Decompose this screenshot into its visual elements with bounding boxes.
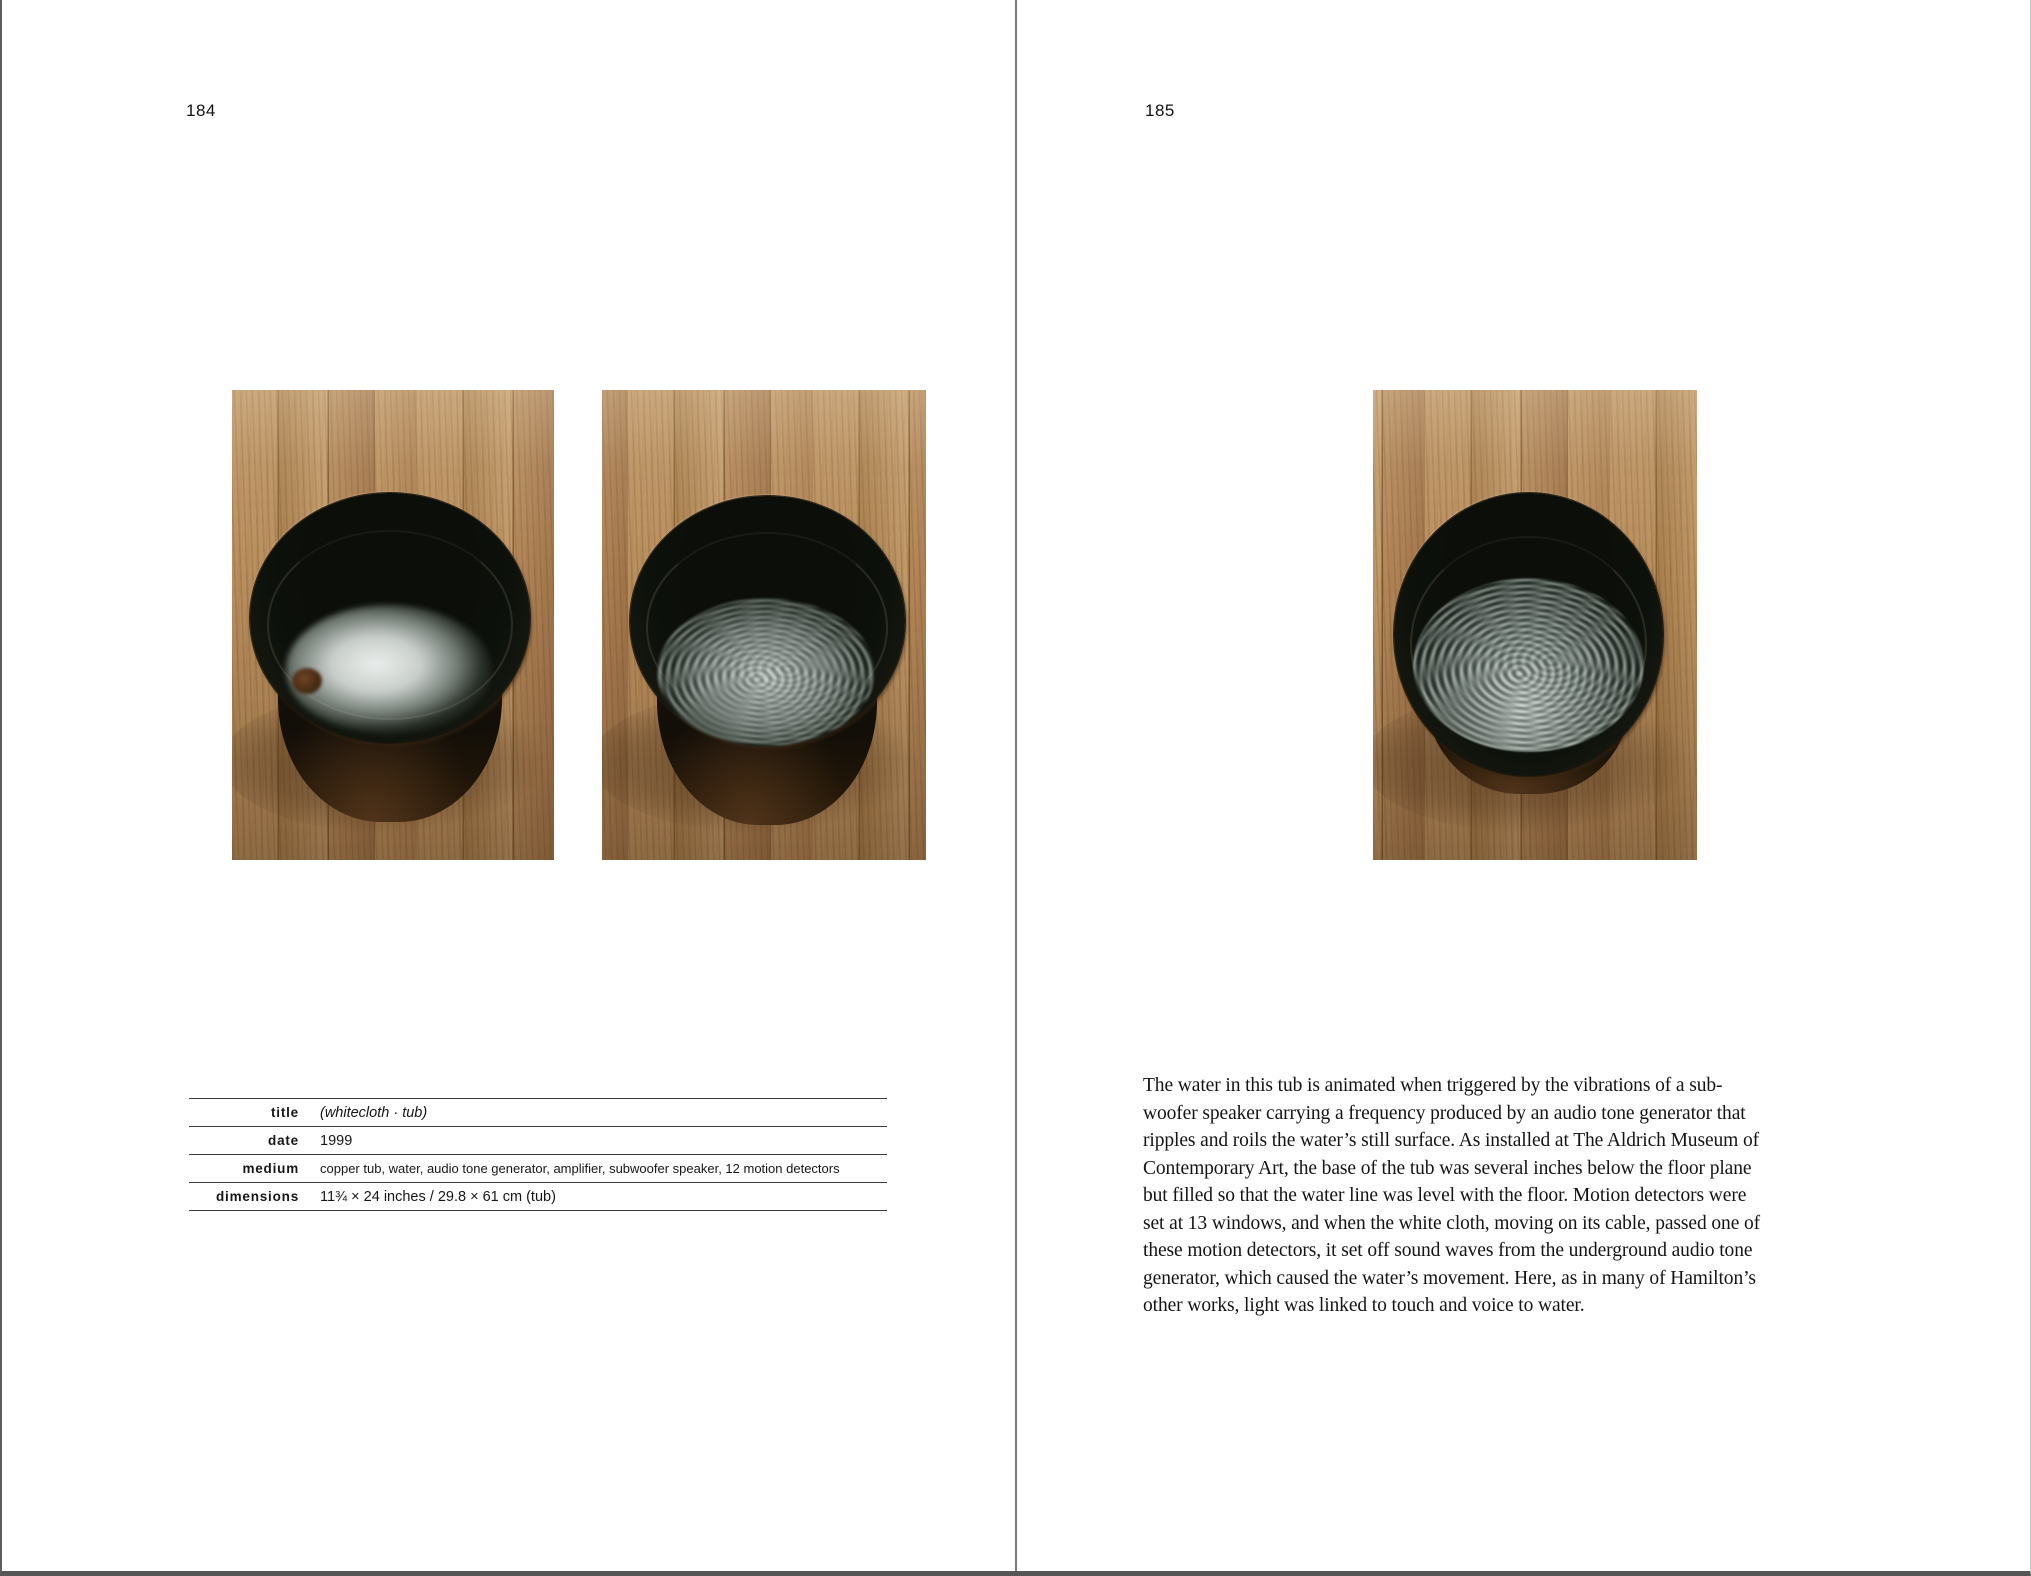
description-line: ripples and roils the water’s still surface. As installed at The Aldrich Museum of [1143,1130,1760,1151]
description-line: Contemporary Art, the base of the tub was several inches below the floor plane [1143,1157,1752,1179]
meta-row-title [189,1098,887,1126]
meta-label: dimensions [215,1189,299,1204]
copper-tub [630,496,905,825]
agitated-water-surface [1413,578,1644,752]
page-right [1017,0,2031,1571]
page-number-right: 185 [1145,101,1175,120]
meta-row-dimensions [189,1182,887,1210]
copper-tub [1394,493,1663,794]
description-line: generator, which caused the water’s movement. Here, as in many of Hamilton’s [1143,1267,1756,1289]
description-line: The water in this tub is animated when triggered by the vibrations of a sub- [1143,1075,1723,1096]
copper-tub [250,493,530,822]
artwork-description [1143,1072,1903,1320]
water-debris-spot [292,668,322,694]
meta-label: medium [242,1161,299,1176]
artwork-photo-rippling-water [602,390,926,860]
page-number-left: 184 [186,101,216,120]
page-left [2,0,1015,1571]
meta-value: copper tub, water, audio tone generator, amplifier, subwoofer speaker, 12 motion detectors [320,1161,840,1176]
artwork-photo-agitated-water [1373,390,1697,860]
still-water-surface [286,605,490,733]
description-line: woofer speaker carrying a frequency produced by an audio tone generator that [1143,1102,1746,1124]
meta-label: title [270,1105,299,1120]
description-line: set at 13 windows, and when the white cloth, moving on its cable, passed one of [1143,1212,1761,1234]
meta-label: date [268,1133,299,1148]
description-line: other works, light was linked to touch and voice to water. [1143,1295,1585,1316]
meta-value: 11¾ × 24 inches / 29.8 × 61 cm (tub) [320,1188,556,1205]
description-line: these motion detectors, it set off sound waves from the underground audio tone [1143,1240,1753,1261]
meta-value: (whitecloth · tub) [320,1104,428,1121]
meta-value: 1999 [320,1132,353,1149]
description-line: but filled so that the water line was level with the floor. Motion detectors were [1143,1185,1747,1206]
rippling-water-surface [657,598,875,746]
artwork-photo-still-water [232,390,554,860]
meta-row-medium [189,1154,887,1182]
artwork-metadata-table [189,1098,887,1211]
meta-row-date [189,1126,887,1154]
